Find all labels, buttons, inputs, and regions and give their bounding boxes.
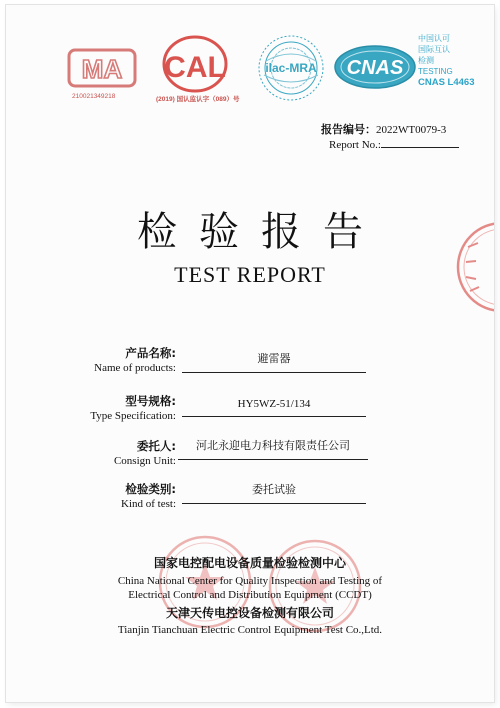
- svg-text:CAL: CAL: [164, 51, 226, 84]
- ma-certificate-code: 210021349218: [72, 93, 116, 100]
- report-number-underline: [381, 138, 459, 148]
- issuer-company-name-zh: 天津天传电控设备检测有限公司: [165, 606, 334, 620]
- report-number: [321, 122, 459, 153]
- report-title-zh: 检验报告: [137, 209, 385, 255]
- field-label-type-specification: 型号规格: Type Specification:: [90, 394, 176, 422]
- issuer-company-name-en: Tianjin Tianchuan Electric Control Equipment Test Co.,Ltd.: [117, 624, 383, 636]
- cnas-line: 检测: [418, 56, 434, 65]
- report-number-label-zh: 报告编号：: [321, 123, 376, 136]
- field-value-kind-of-test: 委托试验: [182, 481, 366, 504]
- cal-certificate-code: (2019) 国认监认字（089）号: [156, 96, 240, 103]
- field-label-kind-of-test: 检验类别: Kind of test:: [121, 482, 176, 510]
- report-title-en: TEST REPORT: [174, 262, 326, 287]
- field-value-type-specification: HY5WZ-51/134: [182, 398, 366, 417]
- report-cover-page: [6, 5, 494, 702]
- report-number-label-en: Report No.:: [329, 139, 381, 151]
- field-value-product-name: 避雷器: [182, 350, 366, 373]
- issuer-center-name-en-1: China National Center for Quality Inspection and Testing of: [117, 575, 383, 587]
- cnas-line: 国际互认: [418, 45, 450, 54]
- field-value-consign-unit: 河北永迎电力科技有限责任公司: [178, 437, 368, 460]
- report-number-value: 2022WT0079-3: [376, 124, 447, 136]
- field-label-product-name: 产品名称: Name of products:: [94, 346, 176, 374]
- svg-text:CNAS: CNAS: [346, 57, 404, 79]
- cnas-line: 中国认可: [418, 34, 450, 43]
- cal-logo: [159, 33, 231, 93]
- ilac-mra-logo: [256, 33, 326, 103]
- issuer-center-name-en-2: Electrical Control and Distribution Equipment (CCDT): [128, 589, 372, 601]
- cnas-code: CNAS L4463: [418, 77, 475, 88]
- cnas-accreditation-text: [418, 33, 498, 88]
- cnas-logo: [333, 43, 417, 91]
- issuer-block: [6, 554, 494, 636]
- ma-logo: [66, 45, 140, 93]
- svg-text:ilac-MRA: ilac-MRA: [265, 61, 317, 75]
- field-label-consign-unit: 委托人: Consign Unit:: [113, 439, 176, 467]
- svg-text:MA: MA: [81, 54, 123, 84]
- cnas-line: TESTING: [418, 67, 453, 76]
- issuer-center-name-zh: 国家电控配电设备质量检验检测中心: [153, 556, 346, 570]
